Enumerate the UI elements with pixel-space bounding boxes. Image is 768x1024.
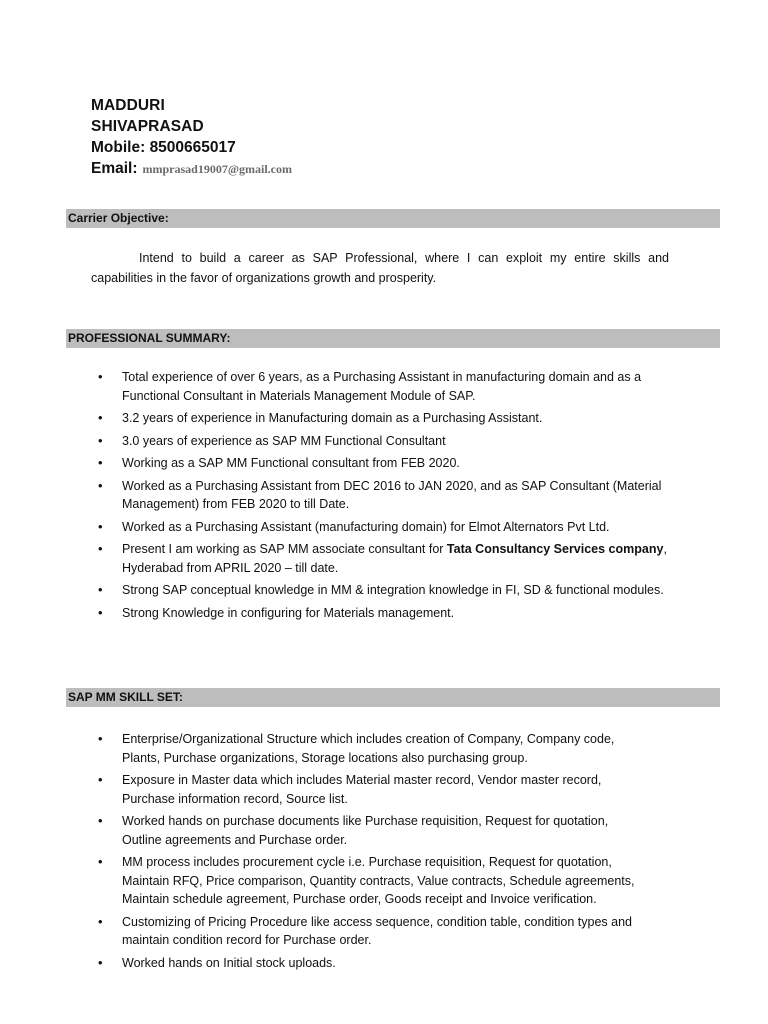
list-item: • MM process includes procurement cycle i.e. Purchase requisition, Request for quotation, Maintain RFQ, Price comparison, Quantity contracts, Value contracts, Schedule agreements, Maintain schedule agreement, Purchase order, Goods receipt and Invoice verification. bbox=[95, 853, 640, 909]
list-item-present-role bbox=[95, 540, 670, 577]
list-item: • Worked hands on purchase documents like Purchase requisition, Request for quotation, Outline agreements and Purchase order. bbox=[95, 812, 640, 849]
present-role-location: , Hyderabad from APRIL 2020 – till date. bbox=[122, 542, 667, 575]
company-name: Tata Consultancy Services company bbox=[446, 542, 664, 556]
email-line bbox=[91, 158, 292, 180]
mobile-value: 8500665017 bbox=[149, 139, 236, 156]
resume-header bbox=[91, 95, 292, 180]
skills-list bbox=[95, 730, 640, 976]
list-item: • Customizing of Pricing Procedure like access sequence, condition table, condition types and maintain condition record for Purchase order. bbox=[95, 913, 640, 950]
list-item: • Worked hands on Initial stock uploads. bbox=[95, 954, 640, 973]
list-item: • Exposure in Master data which includes Material master record, Vendor master record, Purchase information record, Source list. bbox=[95, 771, 640, 808]
list-item: • Worked as a Purchasing Assistant from DEC 2016 to JAN 2020, and as SAP Consultant (Material Management) from FEB 2020 to till Date. bbox=[95, 477, 670, 514]
first-name: MADDURI bbox=[91, 97, 165, 114]
email-label: Email: bbox=[91, 160, 138, 177]
present-role-text: Present I am working as SAP MM associate consultant for bbox=[122, 542, 447, 556]
list-item: • Enterprise/Organizational Structure which includes creation of Company, Company code, Plants, Purchase organizations, Storage locations also purchasing group. bbox=[95, 730, 640, 767]
summary-list bbox=[95, 368, 670, 626]
last-name: SHIVAPRASAD bbox=[91, 118, 204, 135]
objective-heading: Carrier Objective: bbox=[66, 209, 720, 228]
objective-text: Intend to build a career as SAP Professional, where I can exploit my entire skills and capabilities in the favor of organizations growth and prosperity. bbox=[91, 251, 669, 285]
list-item: • Total experience of over 6 years, as a Purchasing Assistant in manufacturing domain and as a Functional Consultant in Materials Management Module of SAP. bbox=[95, 368, 670, 405]
mobile-line bbox=[91, 137, 292, 158]
skills-heading: SAP MM SKILL SET: bbox=[66, 688, 720, 707]
list-item: • Strong SAP conceptual knowledge in MM & integration knowledge in FI, SD & functional modules. bbox=[95, 581, 670, 600]
email-value: mmprasad19007@gmail.com bbox=[142, 162, 292, 176]
mobile-label: Mobile: bbox=[91, 139, 146, 156]
list-item: • Strong Knowledge in configuring for Materials management. bbox=[95, 604, 670, 623]
list-item: • 3.0 years of experience as SAP MM Functional Consultant bbox=[95, 432, 670, 451]
summary-heading: PROFESSIONAL SUMMARY: bbox=[66, 329, 720, 348]
list-item: • Working as a SAP MM Functional consultant from FEB 2020. bbox=[95, 454, 670, 473]
list-item: • Worked as a Purchasing Assistant (manufacturing domain) for Elmot Alternators Pvt Ltd. bbox=[95, 518, 670, 537]
list-item: • 3.2 years of experience in Manufacturing domain as a Purchasing Assistant. bbox=[95, 409, 670, 428]
